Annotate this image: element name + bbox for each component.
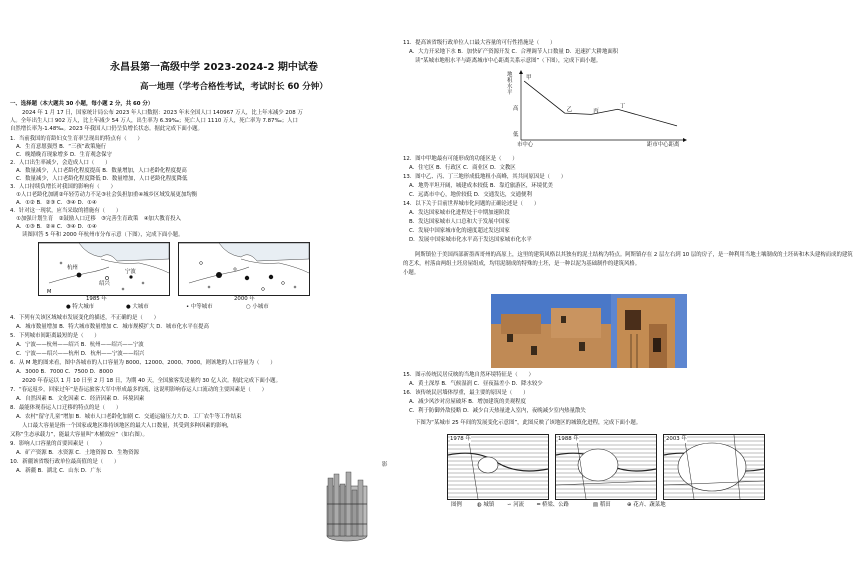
question-line: 11．提高该省级行政单位人口最大容量的可行性措施是（ ）: [403, 40, 556, 46]
intro-line: 自然增长率为-1.48‰。2023 年我国人口仍呈负增长状态。据此完成下面小题。: [10, 126, 203, 132]
question-line: 1．当前我国的育龄妇女生育率呈现出的特点有（ ）: [10, 136, 143, 142]
map-2000: [178, 242, 310, 296]
option-line: A．住宅区 B．行政区 C．商业区 D．文教区: [409, 165, 516, 171]
legend-big: 特大城市: [72, 304, 94, 310]
question-line: 2．人口出生率减少，会造成人口（ ）: [10, 160, 111, 166]
question-line: 6．从 M 地的图来看，图中各城市的人口容量为 8000、12000、2000、7000，则该地的人口容量为（ ）: [10, 360, 276, 366]
question-line: 人口最大容量是指一个国家或地区维持该地区的最大人口数量，其受到多种因素的影响，: [22, 423, 233, 429]
legend-medium: 中等城市: [190, 304, 213, 310]
option-line: A．发达国家城市化进程处于中期加速阶段: [409, 210, 510, 216]
question-line: 7．“春运返乡，回家过年”是春运旅客大军中形成最多的流，这说明影响春运人口流动的主要因素是（ ）: [10, 387, 267, 393]
option-line: A．农村“留守儿童”增加 B．城市人口老龄化加剧 C．交通运输压力大 D．工厂农牛等工作结束: [16, 414, 242, 420]
option-line: A．①② B．②③ C．③④ D．①④: [16, 200, 97, 206]
rent-point-label: 丙: [593, 108, 599, 115]
question-line: 14．以下关于目前世界城市化问题的正确论述是（ ）: [403, 201, 540, 207]
question-line: 4．下列有关该区域城市发展变化的描述，不正确的是（ ）: [10, 315, 159, 321]
rent-point-label: 甲: [526, 75, 532, 82]
map-label-ningbo: 宁波: [125, 269, 136, 275]
growth-year-2003: 2003 年: [666, 436, 687, 442]
svg-text:M: M: [47, 289, 52, 295]
pueblo-photo: [491, 294, 687, 368]
rent-chart-svg: [507, 70, 687, 150]
left-column: 永昌县第一高级中学 2023-2024-2 期中试卷 高一地理（学考合格性考试，考试时长 60 分钟） 一、选择题（本大题共 30 小题，每小题 2 分，共 60 分） 2024 年 1 月 17 日，国家统计局公布 2023 年人口数据：2023 年末全国人口 140967 万人，比上年末减少 208 万 人。全年出生人口 902 万人，比上年减少 54 万人，出生率为 6.39‰；死亡人口 1110 万人，死亡率为 7.87‰；人口 自然增长率为-1.48‰。2023 年我国人口仍呈负增长状态。据此完成下面小题。 1．当前我国的育龄妇女生育率呈现出的特点有（ ） A．生育意愿强烈 B．“三孩”政策施行 C．晚婚晚育现象增多 D．生育观念保守 2．人口出生率减少，会造成人口（ ） A．数量减少，人口老龄化程度提高 B．数量增加，人口老龄化程度提高 C．数量减少，人口老龄化程度降低 D．数量增加，人口老龄化程度降低 3．人口持续负增长对我国的影响有（ ） ①人口老龄化加剧②年轻劳动力不足③社会负担加重④城乡区域发展更加均衡 A．①② B．②③ C．③④ D．①④ 4．针对这一现状，应当采取的措施有（ ） ①加强计划生育 ②鼓励人口迁移 ③完善生育政策 ④加大教育投入 A．①③ B．②④ C．③④ D．①④ 读图回答 5 年和 2000 年杭州市分布示意（下图），完成下面小题。 M 杭州 绍兴 宁波 1985 年 2000 年 ● 特大城市 ● 大城市 • 中等城市 ○ 小城市 4．下列有关该区域城市发展变化的描述，不正确的是（ ） A．城市数量增加 B．特大城市数量增加 C．城市规模扩大 D．城市化水平在提高 5．下列城市间距离最短的是（ ） A．宁波——杭州——绍兴 B．杭州——绍兴——宁波 C．宁波——绍兴——杭州 D．杭州——宁波——绍兴 6．从 M 地的图来看，图中各城市的人口容量为 8000、12000、2000、7000，则该地的人口容量为（ ） A．3000 B．7000 C．7500 D．8000 2020 年春运以 1 月 10 日至 2 月 18 日，为期 40 天，全国旅客发送量约 30 亿人次。据此完成下面小题。 7．“春运返乡，回家过年”是春运旅客大军中形成最多的流，这说明影响春运人口流动的主要因素是（ ） A．自然因素 B．文化因素 C．经济因素 D．环境因素 8．最能体现春运人口迁移的特点的是（ ） A．农村“留守儿童”增加 B．城市人口老龄化加剧 C．交通运输压力大 D．工厂农牛等工作结束 人口最大容量是指一个国家或地区维持该地区的最大人口数量，其受到多种因素的影响， 又称“生态承载力”，能最大容量叫“木桶效应”（如右图）。 9．影响人口容量的首要因素是（ ） A．矿产资源 B．水资源 C．土地资源 D．生物资源 10．新疆该省级行政单位最高值的是（ ） A．新疆 B．湖北 C．山东 D．广东 影: [0, 0, 397, 562]
growth-year-1978: 1978 年: [450, 436, 471, 442]
question-line: 9．影响人口容量的首要因素是（ ）: [10, 441, 106, 447]
section-heading: 一、选择题（本大题共 30 小题，每小题 2 分，共 60 分）: [10, 101, 154, 107]
option-line: D．发展中国家城市化水平高于发达国家城市化水平: [409, 237, 532, 243]
question-line: 读“某城市地租水平与距离城市中心距离关系示意图”（下图），完成下面小题。: [415, 58, 602, 64]
question-line: 5．下列城市间距离最短的是（ ）: [10, 333, 100, 339]
rent-curve: [524, 81, 677, 126]
map-year-1985: 1985 年: [86, 296, 107, 302]
growth-map-1978: [447, 434, 549, 500]
exam-subtitle: 高一地理（学考合格性考试，考试时长 60 分钟）: [140, 82, 328, 92]
rent-ylabel: 地租水平: [507, 72, 513, 96]
question-line: 13．图中乙、丙、丁三地形成低地租小高峰，其共同原因是（ ）: [403, 174, 567, 180]
option-line: A．黄土深厚 B．气候湿润 C．昼夜温差小 D．降水较少: [409, 381, 543, 387]
option-line: A．城市数量增加 B．特大城市数量增加 C．城市规模扩大 D．城市化水平在提高: [16, 324, 209, 330]
option-line: C．发展中国家城市化的速度超过发达国家: [409, 228, 510, 234]
option-line: A．自然因素 B．文化因素 C．经济因素 D．环境因素: [16, 396, 145, 402]
option-line: C．数量减少，人口老龄化程度降低 D．数量增加，人口老龄化程度降低: [16, 176, 188, 182]
option-line: C．利于防御外敌侵略 D．减少白天热量进入室内，夜晚减少室内热量散失: [409, 408, 586, 414]
barrel-label: 影: [382, 462, 388, 468]
barrel-illustration: [322, 470, 372, 542]
option-line: A．3000 B．7000 C．7500 D．8000: [16, 369, 113, 375]
map-1985: [38, 242, 170, 296]
question-line: 12．图中甲地最有可能形成的功能区是（ ）: [403, 156, 518, 162]
option-line: A．生育意愿强烈 B．“三孩”政策施行: [16, 144, 107, 150]
question-line: 3．人口持续负增长对我国的影响有（ ）: [10, 184, 116, 190]
question-line: 10．新疆该省级行政单位最高值的是（ ）: [10, 459, 120, 465]
growth-map-1988: [555, 434, 657, 500]
question-line: 读图回答 5 年和 2000 年杭州市分布示意（下图），完成下面小题。: [22, 232, 184, 238]
right-column: [397, 0, 853, 562]
option-line: C．宁波——绍兴——杭州 D．杭州——宁波——绍兴: [16, 351, 145, 357]
rent-ytick-low: 低: [513, 132, 519, 138]
legend-large: 大城市: [132, 304, 149, 310]
legend-item: ▤ 稻田: [593, 502, 611, 508]
question-line: 下图为“某城市 25 年间的发展变化示意图”，此图反映了该地区的城镇化进程，完成下面小题。: [415, 420, 642, 426]
option-line: A．矿产资源 B．水资源 C．土地资源 D．生物资源: [16, 450, 139, 456]
legend-item: ∽ 河流: [507, 502, 525, 508]
option-line: A．①③ B．②④ C．③④ D．①④: [16, 224, 97, 230]
option-line: A．数量减少，人口老龄化程度提高 B．数量增加，人口老龄化程度提高: [16, 168, 187, 174]
option-line: A．新疆 B．湖北 C．山东 D．广东: [16, 468, 102, 474]
rent-xlabel-left: 市中心: [517, 142, 534, 148]
exam-title: 永昌县第一高级中学 2023-2024-2 期中试卷: [110, 62, 318, 73]
rent-ytick-high: 高: [513, 106, 519, 112]
option-line: B．发达国家城市人口总和大于发展中国家: [409, 219, 510, 225]
city-dot: [77, 273, 82, 278]
question-line: 15．图示传统民居反映的当地自然环境特征是（ ）: [403, 372, 534, 378]
passage-line: 小题。: [403, 270, 420, 276]
passage-line: 阿斯镇位于美国西部新墨西哥州的高原上，这里的建筑风格以其独有的泥土结构为特点。阿斯镇存在 2 层左右到 10 层的房子，是一种利用当地土壤制成的土坯砖和木头建构而成的建筑: [415, 252, 853, 258]
intro-line: 2024 年 1 月 17 日，国家统计局公布 2023 年人口数据：2023 年末全国人口 140967 万人，比上年末减少 208 万: [22, 110, 303, 116]
question-line: 8．最能体现春运人口迁移的特点的是（ ）: [10, 405, 122, 411]
map-label-hangzhou: 杭州: [67, 265, 78, 271]
rent-point-label: 乙: [566, 107, 573, 114]
map-year-2000: 2000 年: [234, 296, 255, 302]
option-line: A．减少风沙对房屋破坏 B．增加建筑的美观程度: [409, 399, 526, 405]
option-line: C．远离市中心，地价较低 D．交通发达，交通便利: [409, 192, 532, 198]
legend-item: ◍ 城镇: [477, 502, 495, 508]
map-label-shaoxing: 绍兴: [99, 281, 110, 287]
option-line: A．宁波——杭州——绍兴 B．杭州——绍兴——宁波: [16, 342, 144, 348]
question-line: 4．针对这一现状，应当采取的措施有（ ）: [10, 208, 122, 214]
legend-item: ═ 桥梁、公路: [537, 502, 569, 508]
intro-line: 人。全年出生人口 902 万人，比上年减少 54 万人，出生率为 6.39‰；死亡人口 1110 万人，死亡率为 7.87‰；人口: [10, 118, 298, 124]
passage-line: 的艺术，村落由两组土坯房屋组成，均用泥制成的特殊的土坯，是一种以泥为基础制作的建筑风格。: [403, 261, 641, 267]
rent-point-label: 丁: [619, 103, 626, 110]
legend-small: 小城市: [252, 304, 269, 310]
option-line: C．晚婚晚育现象增多 D．生育观念保守: [16, 152, 112, 158]
legend-title: 图例: [451, 502, 462, 508]
option-line: ①加强计划生育 ②鼓励人口迁移 ③完善生育政策 ④加大教育投入: [16, 216, 181, 222]
question-line: 又称“生态承载力”，能最大容量叫“木桶效应”（如右图）。: [10, 432, 148, 438]
growth-year-1988: 1988 年: [558, 436, 579, 442]
rent-xlabel-right: 距市中心距离: [647, 142, 680, 148]
legend-item: ⊕ 花卉、蔬菜地: [627, 502, 666, 508]
growth-map-2003: [663, 434, 765, 500]
question-line: 16．该传统民居墙体厚重，最主要的原因是（ ）: [403, 390, 529, 396]
option-line: A．大力开采地下水 B．加快矿产资源开发 C．合理调节人口数量 D．迅速扩大耕地面积: [409, 49, 619, 55]
option-line: ①人口老龄化加剧②年轻劳动力不足③社会负担加重④城乡区域发展更加均衡: [16, 192, 198, 198]
rent-chart: [507, 70, 687, 150]
question-line: 2020 年春运以 1 月 10 日至 2 月 18 日，为期 40 天，全国旅客发送量约 30 亿人次。据此完成下面小题。: [22, 378, 281, 384]
option-line: A．地势平坦开阔，城建成本较低 B．靠近旅游区，环境优美: [409, 183, 553, 189]
